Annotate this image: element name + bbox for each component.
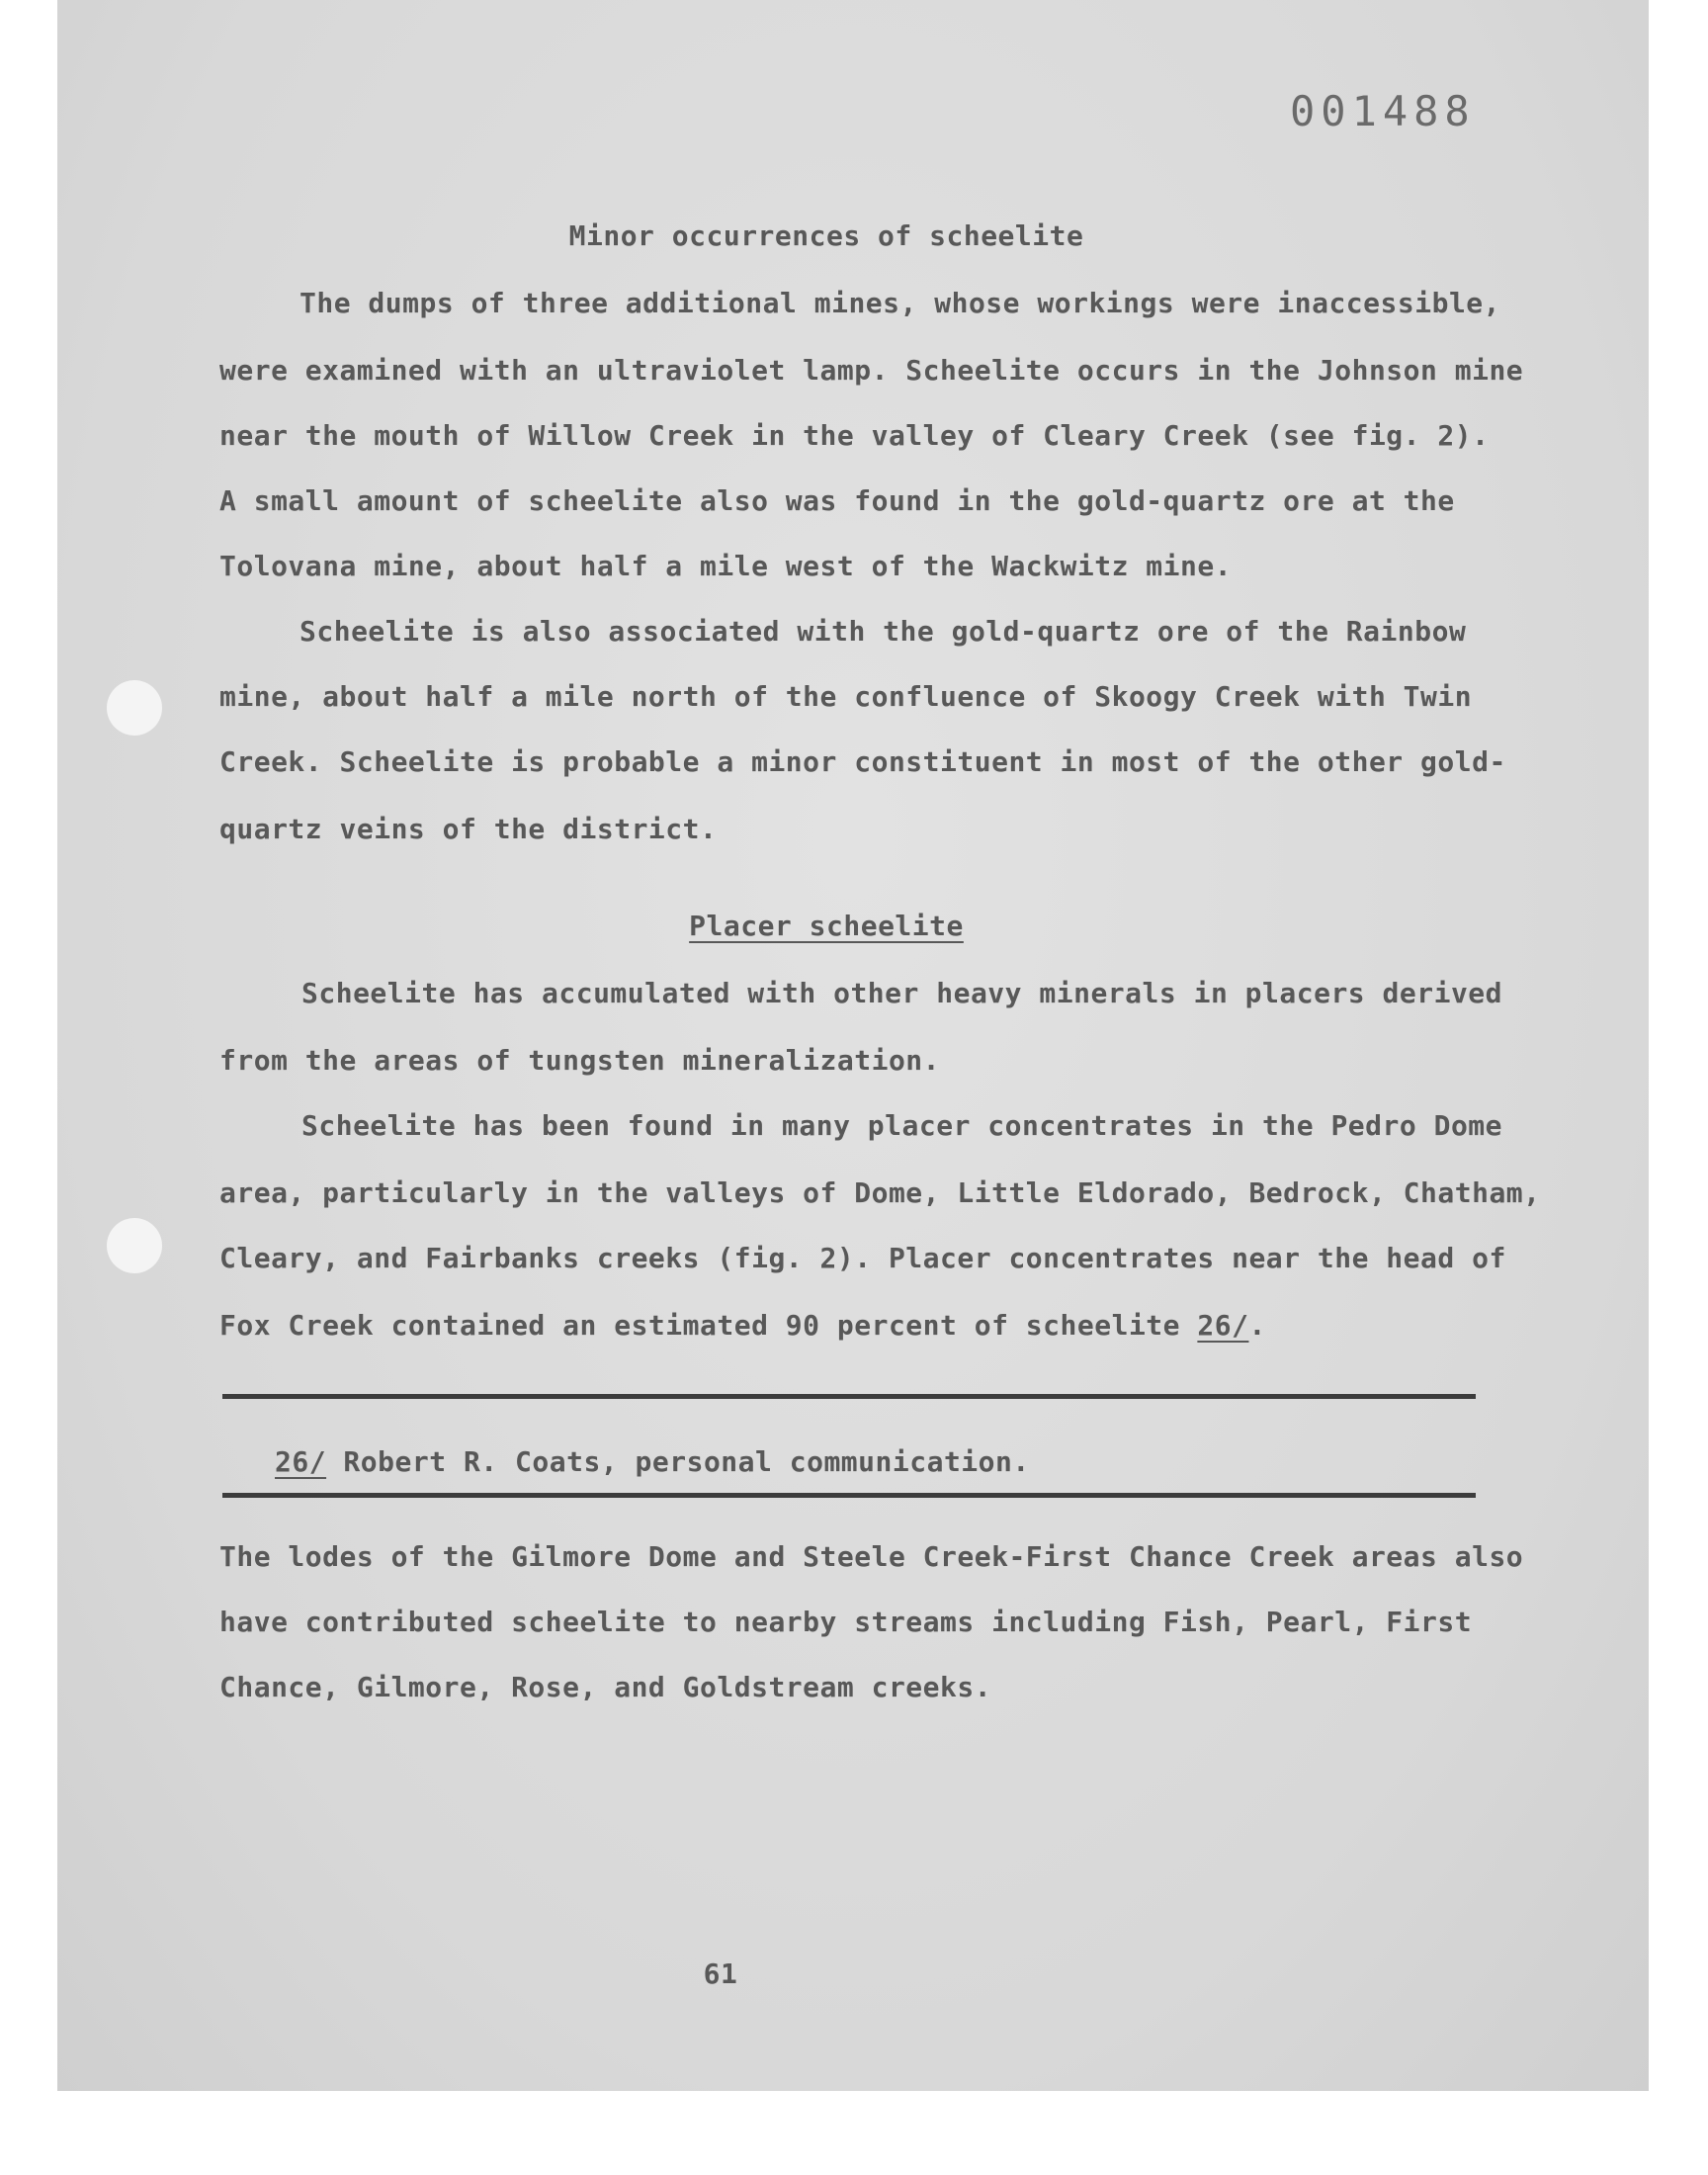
footnote-text: Robert R. Coats, personal communication.	[326, 1445, 1030, 1478]
body-line: Scheelite has been found in many placer concentrates in the Pedro Dome	[301, 1109, 1503, 1142]
body-line: mine, about half a mile north of the confluence of Skoogy Creek with Twin	[219, 680, 1473, 713]
body-line	[219, 1309, 1266, 1342]
body-line: Tolovana mine, about half a mile west of the Wackwitz mine.	[219, 550, 1233, 582]
section-heading-minor-occurrences: Minor occurrences of scheelite	[568, 219, 1084, 252]
body-line: were examined with an ultraviolet lamp. Scheelite occurs in the Johnson mine	[219, 354, 1524, 387]
footnote-marker: 26/	[275, 1445, 327, 1478]
footnote-reference: 26/	[1197, 1309, 1249, 1342]
body-line: Creek. Scheelite is probable a minor constituent in most of the other gold-	[219, 745, 1506, 778]
punch-hole	[107, 680, 162, 736]
body-line: The lodes of the Gilmore Dome and Steele Creek-First Chance Creek areas also	[219, 1540, 1524, 1573]
body-line: quartz veins of the district.	[219, 813, 718, 845]
footnote	[275, 1445, 1030, 1478]
body-line: from the areas of tungsten mineralization.	[219, 1044, 941, 1077]
punch-hole	[107, 1218, 162, 1273]
body-line-text: Fox Creek contained an estimated 90 percent of scheelite	[219, 1309, 1198, 1342]
body-line: near the mouth of Willow Creek in the valley of Cleary Creek (see fig. 2).	[219, 419, 1490, 452]
page-number: 61	[703, 1958, 738, 1990]
body-line: Scheelite is also associated with the gold-quartz ore of the Rainbow	[299, 615, 1467, 648]
sentence-end: .	[1248, 1309, 1266, 1342]
body-line: Chance, Gilmore, Rose, and Goldstream creeks.	[219, 1671, 992, 1703]
footnote-rule-bottom	[222, 1493, 1476, 1498]
body-line: area, particularly in the valleys of Dome, Little Eldorado, Bedrock, Chatham,	[219, 1176, 1541, 1209]
document-id-stamp: 001488	[1290, 87, 1476, 135]
body-line: Scheelite has accumulated with other heavy minerals in placers derived	[301, 977, 1503, 1009]
body-line: Cleary, and Fairbanks creeks (fig. 2). Placer concentrates near the head of	[219, 1242, 1506, 1274]
footnote-rule-top	[222, 1394, 1476, 1399]
section-heading-placer-scheelite: Placer scheelite	[689, 910, 964, 942]
body-line: The dumps of three additional mines, whose workings were inaccessible,	[299, 287, 1501, 319]
body-line: have contributed scheelite to nearby streams including Fish, Pearl, First	[219, 1606, 1473, 1638]
body-line: A small amount of scheelite also was found in the gold-quartz ore at the	[219, 484, 1455, 517]
